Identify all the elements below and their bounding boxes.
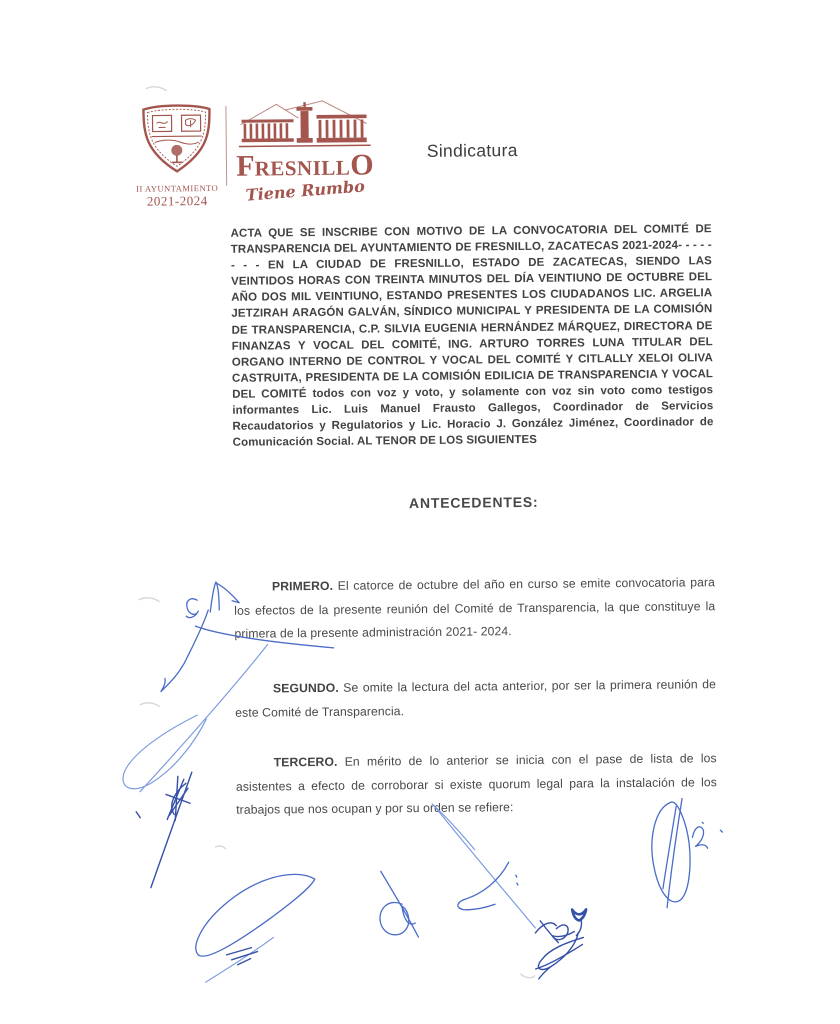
signature-2 <box>136 772 193 888</box>
signature-3 <box>195 874 316 982</box>
opening-caps-2: AL TENOR DE LOS SIGUIENTES <box>356 434 538 448</box>
section-primero-text: El catorce de octubre del año en curso se emite convocatoria para los efectos de la presente reunión del Comité de Transparencia, la que constituye la primera de la presente administración 2021- 2024. <box>234 575 716 641</box>
department-title: Sindicatura <box>426 140 518 161</box>
section-primero-label: PRIMERO. <box>271 578 334 594</box>
crest-caption-line2: 2021-2024 <box>146 193 208 209</box>
opening-caps-1: ACTA QUE SE INSCRIBE CON MOTIVO DE LA CONVOCATORIA DEL COMITÉ DE TRANSPARENCIA DEL AYUNTAMIENTO DE FRESNILLO, ZACATECAS 2021-2024- - - - - - - - EN LA CIUDAD DE FRESNILLO, ESTADO DE ZACATECAS, SIENDO LAS VEINTIDOS HORAS CON TREINTA MINUTOS DEL DÍA VEINTIUNO DE OCTUBRE DEL AÑO DOS MIL VEINTIUNO, ESTANDO PRESENTES LOS CIUDADANOS LIC. ARGELIA JETZIRAH ARAGÓN GALVÁN, SÍNDICO MUNICIPAL Y PRESIDENTA DE LA COMISIÓN DE TRANSPARENCIA, C.P. SILVIA EUGENIA HERNÁNDEZ MÁRQUEZ, DIRECTORA DE FINANZAS Y VOCAL DEL COMITÉ, ING. ARTURO TORRES LUNA TITULAR DEL ORGANO INTERNO DE CONTROL Y VOCAL DEL COMITÉ Y CITLALLY XELOI OLIVA CASTRUITA, PRESIDENTA DE LA COMISIÓN EDILICIA DE TRANSPARENCIA Y VOCAL DEL COMITÉ <box>230 223 714 401</box>
signature-6 <box>535 909 587 978</box>
section-tercero-text: En mérito de lo anterior se inicia con el pase de lista de los asistentes a efecto de corroborar si existe quorum legal para la instalación de los trabajos que nos ocupan y por su orden se refiere: <box>235 751 717 817</box>
opening-mixed: todos con voz y voto, y solamente con voz sin voto como testigos informantes Lic. Luis Manuel Frausto Gallegos, Coordinador de Servicios Recaudatorios y Regulatorios y Lic. Horacio J. González Jiménez, Coordinador de Comunicación Social. <box>232 384 714 450</box>
fresnillo-tagline: Tiene Rumbo <box>245 176 366 205</box>
signature-5 <box>432 803 535 929</box>
scan-smudges <box>134 83 538 981</box>
signature-7 <box>651 798 723 908</box>
antecedentes-heading: ANTECEDENTES: <box>408 493 539 512</box>
signature-1 <box>121 578 335 792</box>
crest-caption-line1: II AYUNTAMIENTO <box>136 182 219 194</box>
section-segundo-label: SEGUNDO. <box>272 680 339 696</box>
fresnillo-wordmark: FRESNILLO <box>236 148 374 183</box>
signature-4 <box>380 871 419 937</box>
section-tercero-label: TERCERO. <box>273 754 338 770</box>
section-segundo-text: Se omite la lectura del acta anterior, por ser la primera reunión de este Comité de Transparencia. <box>235 677 717 720</box>
